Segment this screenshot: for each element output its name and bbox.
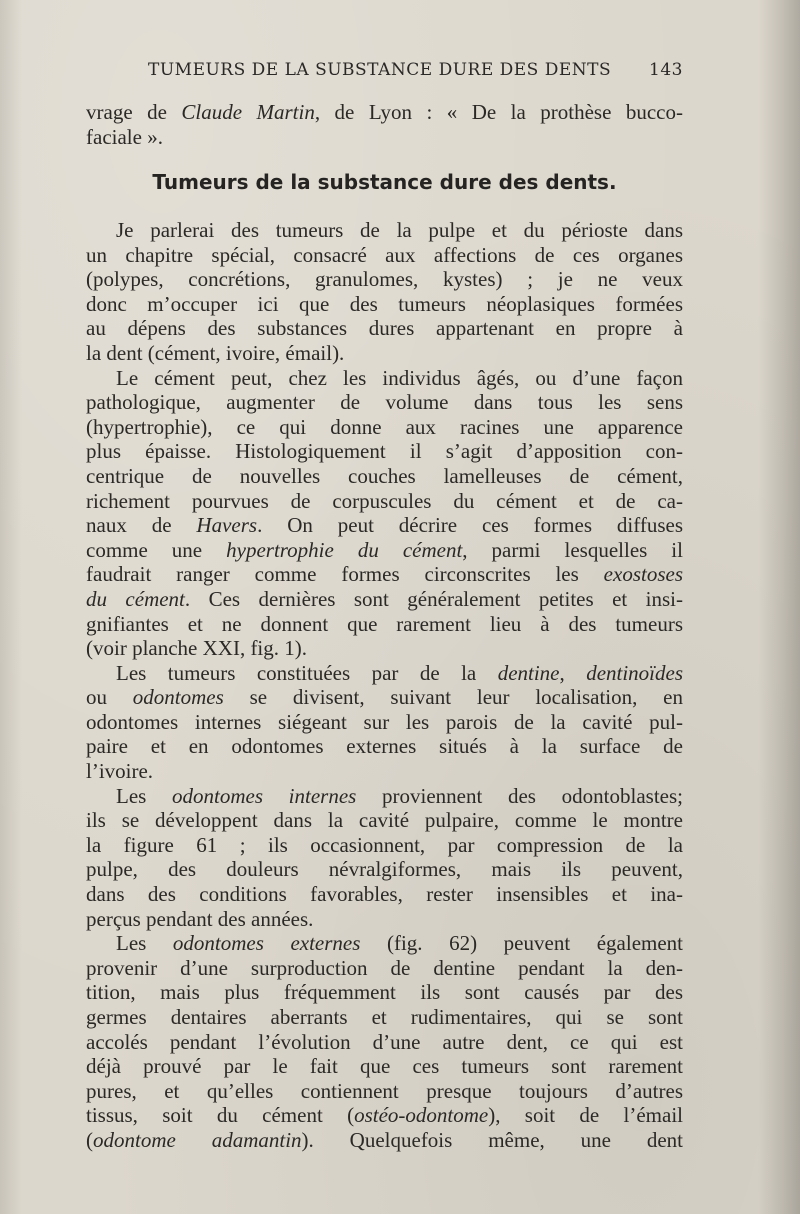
text-line: tition, mais plus fréquemment ils sont causés par des: [86, 980, 683, 1005]
page-gutter-shadow: [0, 0, 22, 1214]
text-line: Le cément peut, chez les individus âgés, ou d’une façon: [116, 365, 683, 390]
text-line: paire et en odontomes externes situés à la surface de: [86, 734, 683, 759]
text-line: faudrait ranger comme formes circonscrites les exostoses: [86, 562, 683, 587]
page-number: 143: [649, 60, 683, 80]
text-line: (odontome adamantin). Quelquefois même, une dent: [86, 1127, 684, 1152]
text-line: ils se développent dans la cavité pulpaire, comme le montre: [86, 808, 683, 833]
text-line: donc m’occuper ici que des tumeurs néoplasiques formées: [86, 291, 683, 316]
text-line: comme une hypertrophie du cément, parmi lesquelles il: [86, 537, 683, 562]
text-line: (polypes, concrétions, granulomes, kystes) ; je ne veux: [86, 267, 683, 292]
text-line: pures, et qu’elles contiennent presque toujours d’autres: [86, 1078, 683, 1103]
text-line: Les tumeurs constituées par de la dentine, dentinoïdes: [116, 660, 684, 685]
text-line: un chapitre spécial, consacré aux affections de ces organes: [86, 242, 683, 267]
text-line: dans des conditions favorables, rester insensibles et ina-: [86, 882, 683, 907]
text-line: du cément. Ces dernières sont généralement petites et insi-: [86, 586, 683, 611]
running-head-title: TUMEURS DE LA SUBSTANCE DURE DES DENTS: [148, 60, 612, 80]
text-line: au dépens des substances dures appartenant en propre à: [86, 316, 683, 341]
text-line: gnifiantes et ne donnent que rarement lieu à des tumeurs: [86, 611, 683, 636]
text-line: vrage de Claude Martin, de Lyon : « De la prothèse bucco-: [86, 100, 683, 124]
text-line: centrique de nouvelles couches lamelleuses de cément,: [86, 463, 683, 488]
text-line: pulpe, des douleurs névralgiformes, mais ils peuvent,: [86, 857, 683, 882]
text-line: la figure 61 ; ils occasionnent, par compression de la: [86, 832, 683, 857]
text-line: (hypertrophie), ce qui donne aux racines une apparence: [86, 414, 683, 439]
text-line: plus épaisse. Histologiquement il s’agit d’apposition con-: [86, 439, 683, 464]
text-line: la dent (cément, ivoire, émail).: [86, 340, 345, 365]
body-text: [86, 218, 683, 1153]
text-line: germes dentaires aberrants et rudimentaires, qui se sont: [86, 1005, 683, 1029]
text-line: Je parlerai des tumeurs de la pulpe et du périoste dans: [116, 218, 683, 242]
text-line: tissus, soit du cément (ostéo-odontome), soit de l’émail: [86, 1103, 683, 1128]
text-line: accolés pendant l’évolution d’une autre dent, ce qui est: [86, 1029, 683, 1054]
text-line: faciale ».: [86, 124, 163, 149]
text-line: richement pourvues de corpuscules du cément et de ca-: [86, 488, 683, 513]
running-head: [148, 60, 683, 86]
text-line: provenir d’une surproduction de dentine pendant la den-: [86, 955, 683, 980]
text-line: Les odontomes externes (fig. 62) peuvent également: [116, 931, 683, 956]
text-line: (voir planche XXI, fig. 1).: [86, 636, 308, 661]
section-heading: Tumeurs de la substance dure des dents.: [152, 170, 617, 194]
text-line: ou odontomes se divisent, suivant leur localisation, en: [86, 685, 683, 710]
text-line: pathologique, augmenter de volume dans tous les sens: [86, 390, 683, 415]
page-edge-shadow: [758, 0, 800, 1214]
text-line: odontomes internes siégeant sur les parois de la cavité pul-: [86, 709, 683, 734]
intro-paragraph: [86, 100, 683, 149]
text-line: déjà prouvé par le fait que ces tumeurs sont rarement: [86, 1054, 683, 1079]
text-line: Les odontomes internes proviennent des odontoblastes;: [116, 783, 683, 808]
text-line: perçus pendant des années.: [86, 906, 314, 931]
text-line: l’ivoire.: [86, 759, 154, 784]
text-line: naux de Havers. On peut décrire ces formes diffuses: [86, 513, 683, 538]
